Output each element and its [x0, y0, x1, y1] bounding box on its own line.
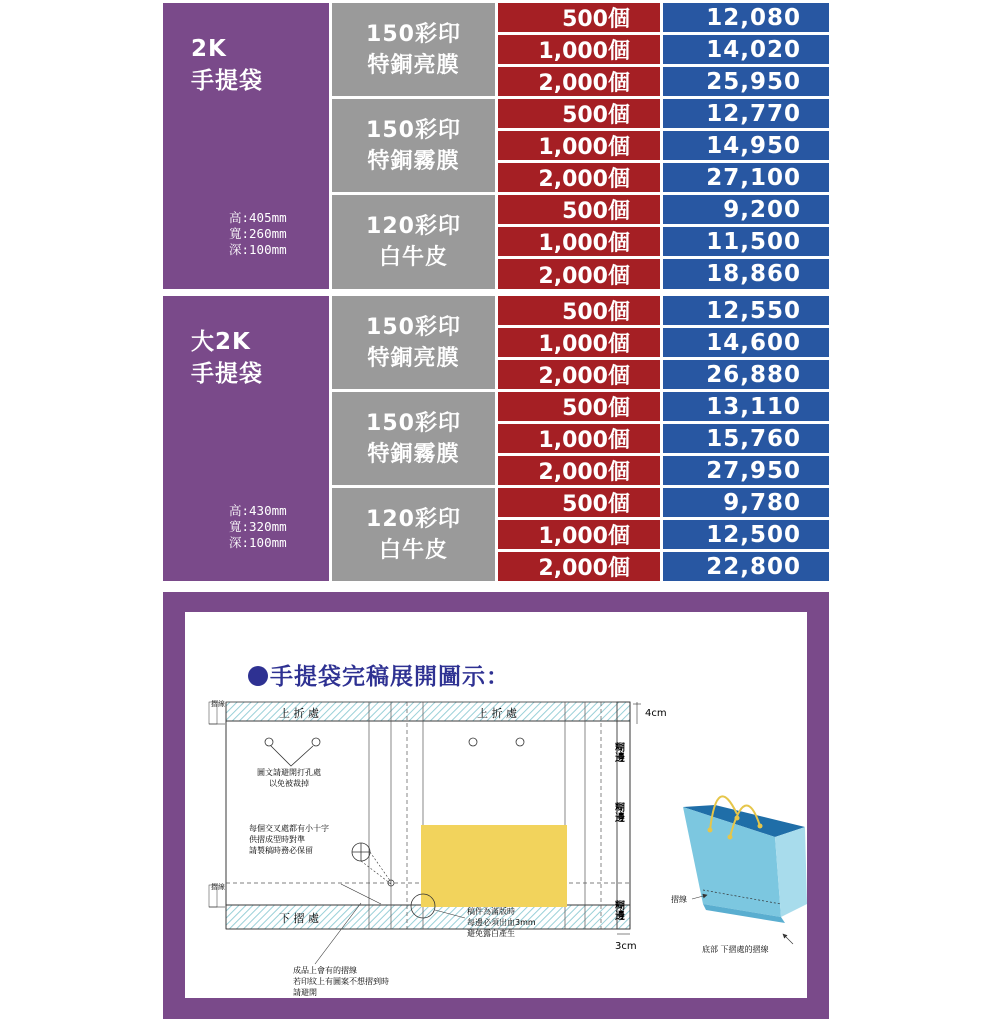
shopping-bag-icon	[683, 796, 807, 923]
diagram-title-text: 手提袋完稿展開圖示：	[270, 664, 510, 690]
quantity-cell: 500個	[498, 99, 660, 128]
price-cell: 14,020	[663, 35, 829, 64]
price-cell: 9,200	[663, 195, 829, 224]
price-cell: 14,600	[663, 328, 829, 357]
price-cell: 12,770	[663, 99, 829, 128]
quantity-cell: 1,000個	[498, 131, 660, 160]
product-name	[191, 326, 263, 390]
material-line1: 150彩印	[366, 117, 461, 143]
print-area	[421, 825, 567, 907]
dim-height: 高:430mm	[229, 503, 287, 518]
price-cell: 25,950	[663, 67, 829, 96]
material-line1: 150彩印	[366, 410, 461, 436]
note-holes-line1: 圖文請避開打孔處	[257, 768, 321, 777]
diagram-frame	[163, 592, 829, 1019]
product-name-line1: 大2K	[191, 329, 251, 355]
quantity-cell: 1,000個	[498, 227, 660, 256]
note-bleed-line1: 稿件為滿版時	[467, 907, 515, 916]
material-cell	[332, 195, 495, 289]
price-cell: 12,550	[663, 296, 829, 325]
material-cell	[332, 3, 495, 96]
material-line2: 特銅霧膜	[367, 148, 460, 174]
quantity-cell: 2,000個	[498, 163, 660, 192]
material-line1: 150彩印	[366, 314, 461, 340]
price-cell: 12,500	[663, 520, 829, 549]
dim-width: 寬:260mm	[229, 226, 287, 241]
price-cell: 14,950	[663, 131, 829, 160]
quantity-cell: 1,000個	[498, 520, 660, 549]
material-line2: 白牛皮	[378, 245, 448, 270]
material-line2: 特銅霧膜	[367, 441, 460, 467]
quantity-cell: 500個	[498, 3, 660, 32]
dim-depth: 深:100mm	[229, 242, 287, 257]
quantity-cell: 500個	[498, 195, 660, 224]
size-3cm-label: 3cm	[615, 941, 637, 952]
dim-width: 寬:320mm	[229, 519, 287, 534]
dim-height: 高:405mm	[229, 210, 287, 225]
glue-edge-label: 糊邊	[612, 742, 624, 762]
price-cell: 12,080	[663, 3, 829, 32]
price-cell: 27,100	[663, 163, 829, 192]
note-cross-line1: 每個交叉處都有小十字	[249, 824, 329, 833]
quantity-cell: 1,000個	[498, 328, 660, 357]
price-cell: 15,760	[663, 424, 829, 453]
price-cell: 22,800	[663, 552, 829, 581]
material-cell	[332, 392, 495, 485]
price-cell: 9,780	[663, 488, 829, 517]
price-cell: 26,880	[663, 360, 829, 389]
quantity-cell: 2,000個	[498, 259, 660, 289]
punch-hole-icon	[312, 738, 320, 746]
price-cell: 13,110	[663, 392, 829, 421]
price-cell: 11,500	[663, 227, 829, 256]
note-crease-line2: 若印紋上有圖案不想摺到時	[293, 977, 389, 986]
product-name-line1: 2K	[191, 36, 227, 62]
bag-fold-label: 摺線	[671, 895, 687, 904]
material-cell	[332, 488, 495, 581]
note-crease-line1: 成品上會有的摺線	[293, 966, 357, 975]
note-bleed-line3: 避免露白產生	[467, 929, 515, 938]
size-4cm-label: 4cm	[645, 708, 667, 719]
price-cell: 18,860	[663, 259, 829, 289]
note-bleed-line2: 每邊必須出血3mm	[467, 918, 536, 927]
note-crease-line3: 請避開	[293, 988, 317, 997]
top-fold-label: 上 折 處	[279, 707, 319, 720]
punch-hole-icon	[265, 738, 273, 746]
note-holes-line2: 以免被裁掉	[269, 779, 309, 788]
diagram-panel	[185, 612, 807, 998]
product-cell-2k	[163, 3, 329, 289]
fold-mark-label-bottom: 摺線	[211, 883, 225, 891]
price-table-2k	[163, 3, 829, 289]
quantity-cell: 500個	[498, 392, 660, 421]
quantity-cell: 1,000個	[498, 424, 660, 453]
material-line2: 特銅亮膜	[367, 52, 460, 78]
glue-edge-label: 糊邊	[612, 802, 624, 822]
product-dimensions	[229, 503, 287, 551]
price-cell: 27,950	[663, 456, 829, 485]
bag-unfold-diagram	[185, 612, 807, 998]
fold-mark-label-top: 摺線	[211, 700, 225, 708]
product-name-line2: 手提袋	[191, 68, 263, 94]
quantity-cell: 500個	[498, 488, 660, 517]
material-line1: 150彩印	[366, 21, 461, 47]
punch-hole-icon	[516, 738, 524, 746]
note-cross-line3: 請製稿時務必保留	[249, 846, 313, 855]
product-name-line2: 手提袋	[191, 361, 263, 387]
quantity-cell: 1,000個	[498, 35, 660, 64]
product-dimensions	[229, 210, 287, 258]
quantity-cell: 2,000個	[498, 456, 660, 485]
quantity-cell: 2,000個	[498, 552, 660, 581]
material-cell	[332, 296, 495, 389]
glue-edge-label: 糊邊	[612, 900, 624, 920]
quantity-cell: 500個	[498, 296, 660, 325]
note-cross-line2: 供摺成型時對準	[249, 835, 305, 844]
material-line1: 120彩印	[366, 506, 461, 532]
bag-bottom-label: 底部 下摺處的摺線	[702, 945, 769, 954]
material-line2: 白牛皮	[378, 537, 448, 563]
bottom-fold-label: 下 摺 處	[279, 912, 319, 925]
material-cell	[332, 99, 495, 192]
quantity-cell: 2,000個	[498, 360, 660, 389]
quantity-cell: 2,000個	[498, 67, 660, 96]
material-line1: 120彩印	[366, 214, 461, 239]
punch-hole-icon	[469, 738, 477, 746]
product-cell-large-2k	[163, 296, 329, 581]
price-table-large-2k	[163, 296, 829, 581]
top-fold-label: 上 折 處	[477, 707, 517, 720]
product-name	[191, 33, 263, 97]
dim-depth: 深:100mm	[229, 535, 287, 550]
material-line2: 特銅亮膜	[367, 345, 460, 371]
